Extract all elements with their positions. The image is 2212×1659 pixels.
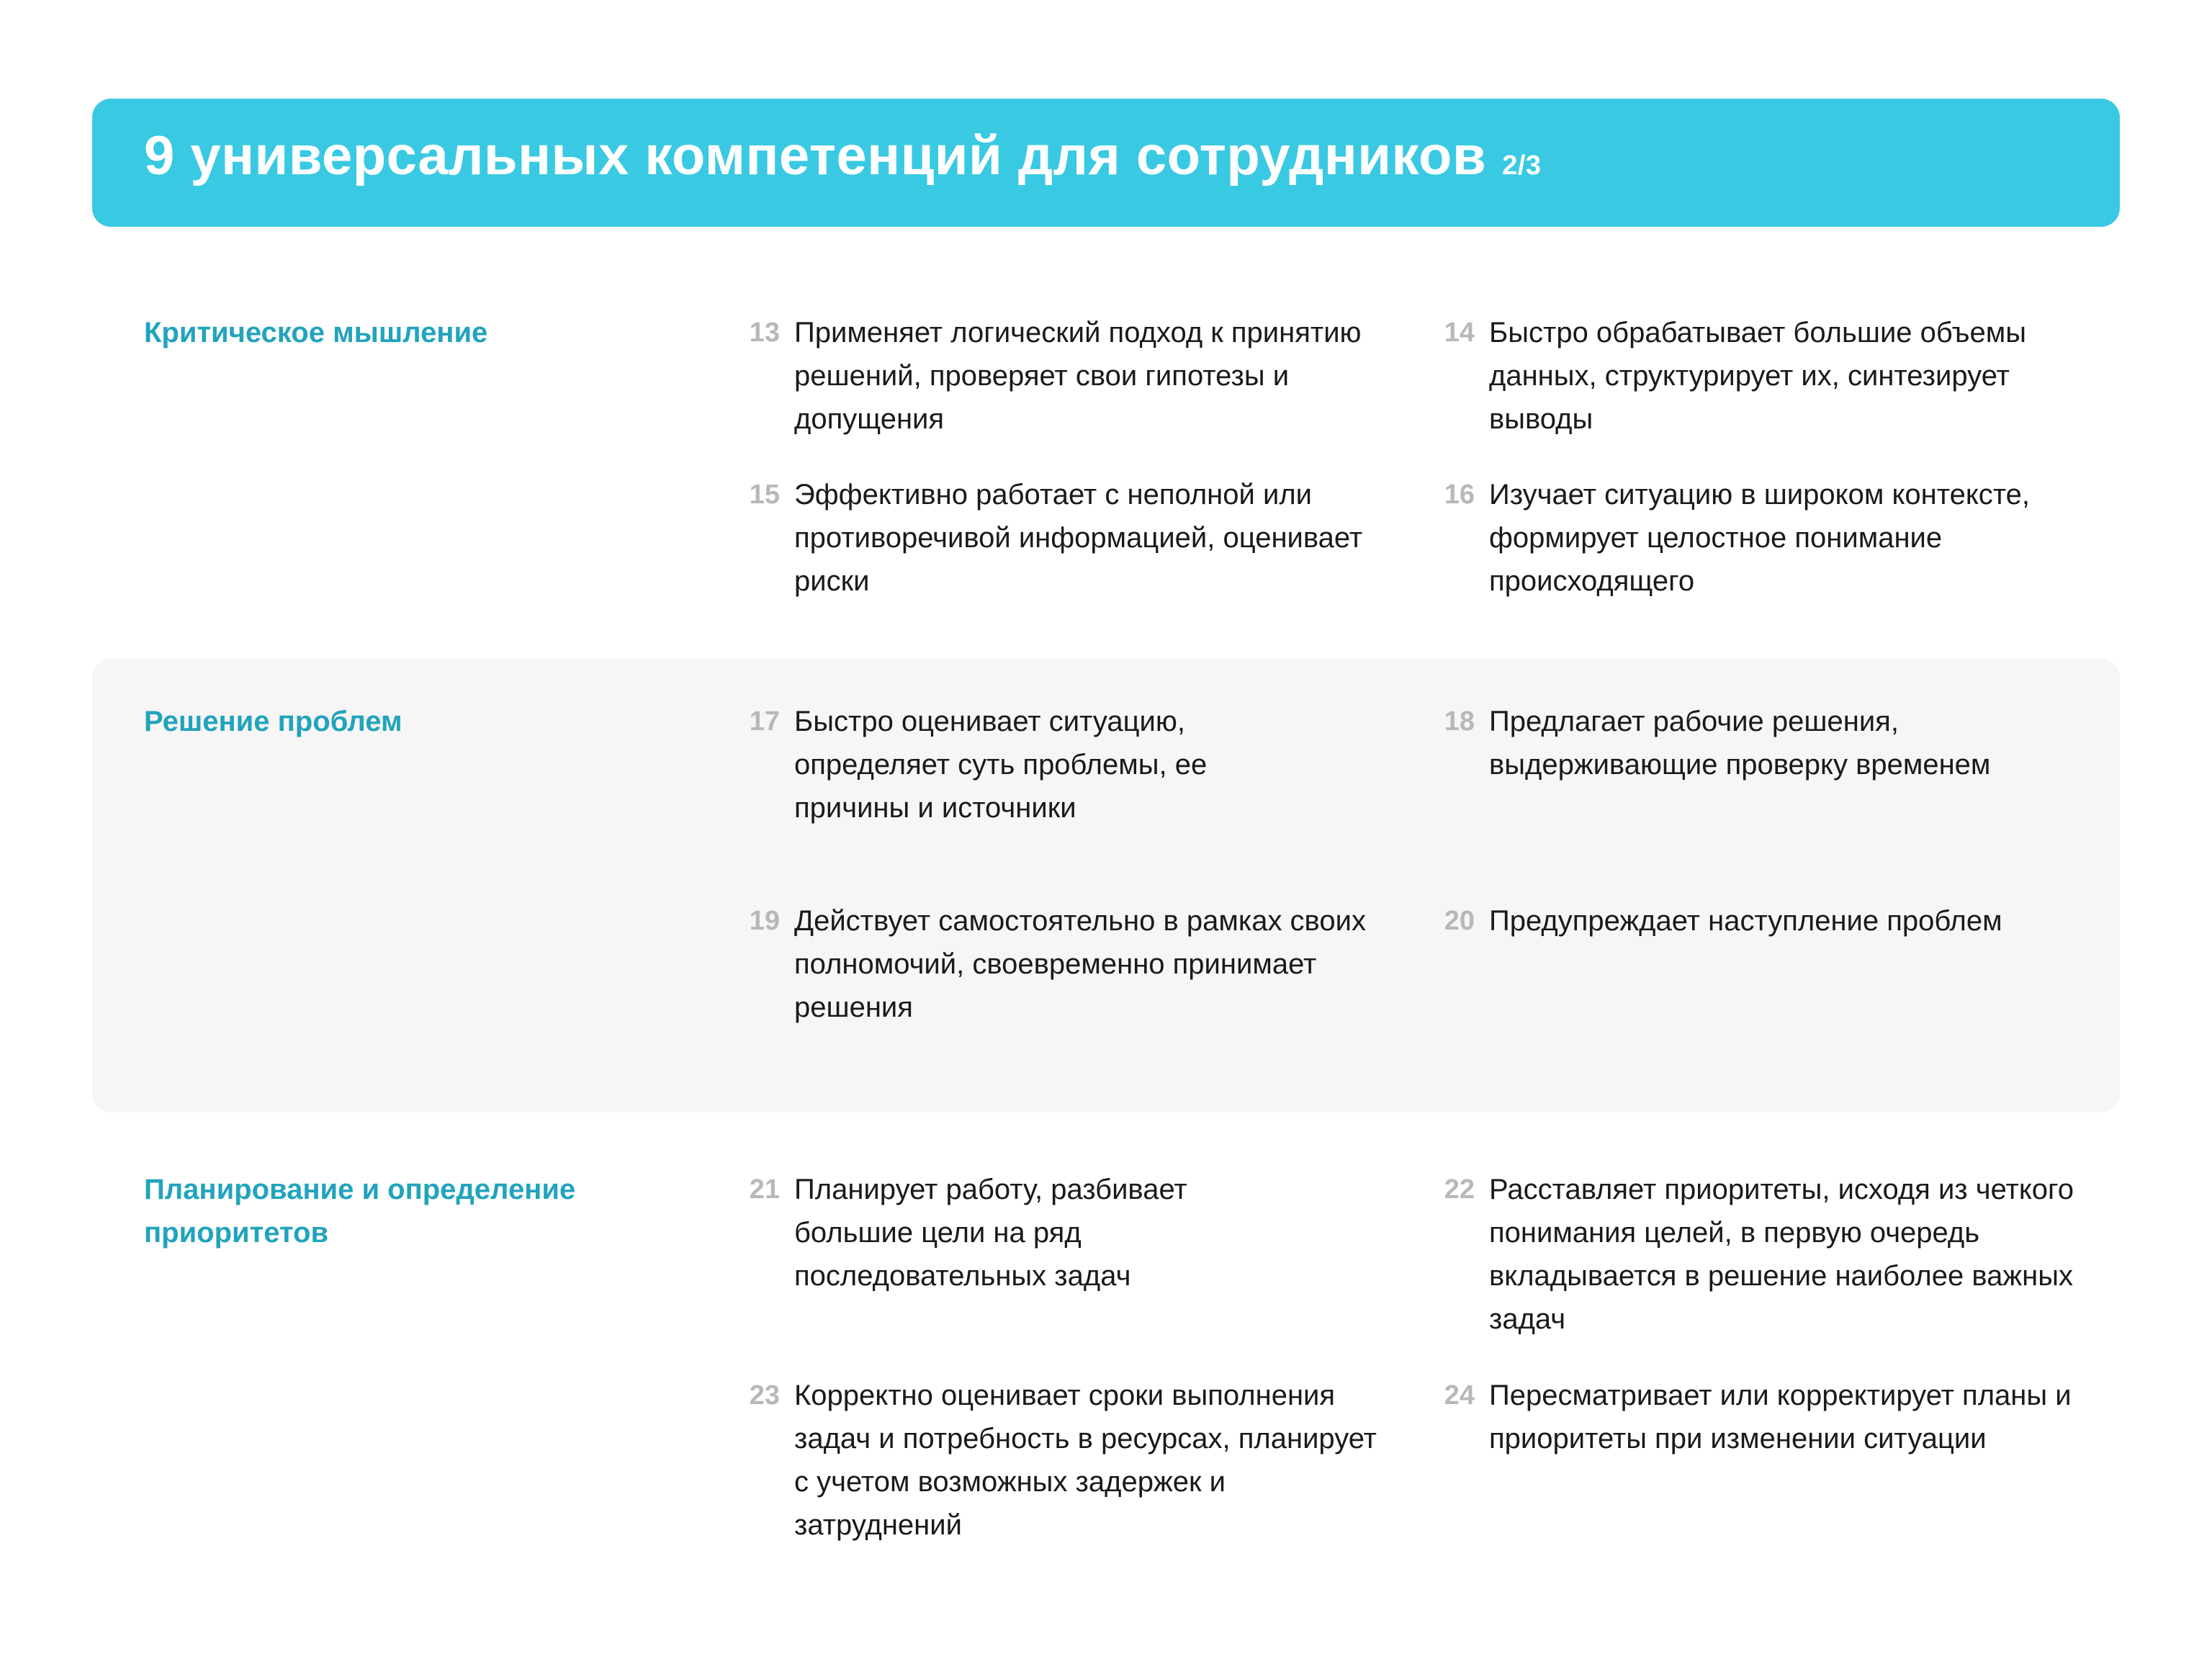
item-text: Быстро оценивает ситуацию, определяет суть проблемы, ее причины и источники bbox=[794, 706, 1208, 824]
item-number: 21 bbox=[749, 1174, 780, 1205]
item-number: 15 bbox=[749, 480, 780, 510]
item-number: 24 bbox=[1444, 1380, 1475, 1411]
item-text: Изучает ситуацию в широком контексте, формирует целостное понимание происходящего bbox=[1489, 479, 2031, 597]
item-text: Быстро обрабатывает большие объемы данных, структурирует их, синтезирует выводы bbox=[1489, 317, 2026, 435]
item-number: 16 bbox=[1444, 480, 1475, 510]
item-text: Расставляет приоритеты, исходя из четкого понимания целей, в первую очередь вкладывается в решение наиболее важных задач bbox=[1489, 1174, 2074, 1335]
item-number: 17 bbox=[749, 706, 780, 737]
item-number: 22 bbox=[1444, 1174, 1475, 1205]
item-text: Применяет логический подход к принятию решений, проверяет свои гипотезы и допущения bbox=[794, 317, 1362, 435]
page-header bbox=[92, 99, 2120, 227]
item-number: 20 bbox=[1444, 906, 1475, 936]
item-text: Пересматривает или корректирует планы и приоритеты при изменении ситуации bbox=[1489, 1380, 2072, 1455]
item-number: 14 bbox=[1444, 318, 1475, 348]
item-text: Предупреждает наступление проблем bbox=[1489, 905, 2002, 937]
item-text: Планирует работу, разбивает большие цели на ряд последовательных задач bbox=[794, 1174, 1187, 1292]
page-indicator: 2/3 bbox=[1502, 150, 1542, 181]
item-text: Корректно оценивает сроки выполнения задач и потребность в ресурсах, планирует с учетом возможных задержек и затруднений bbox=[794, 1380, 1377, 1541]
title-text: 9 универсальных компетенций для сотрудников bbox=[144, 125, 1487, 186]
item-text: Эффективно работает с неполной или противоречивой информацией, оценивает риски bbox=[794, 479, 1363, 597]
page-title bbox=[144, 125, 1542, 187]
section-label: Решение проблем bbox=[144, 706, 403, 737]
item-number: 19 bbox=[749, 906, 780, 936]
item-text: Действует самостоятельно в рамках своих полномочий, своевременно принимает решения bbox=[794, 905, 1366, 1023]
item-text: Предлагает рабочие решения, выдерживающие проверку временем bbox=[1489, 706, 1991, 781]
item-number: 23 bbox=[749, 1380, 780, 1411]
item-number: 13 bbox=[749, 318, 780, 348]
item-number: 18 bbox=[1444, 706, 1475, 737]
section-label: Критическое мышление bbox=[144, 317, 488, 349]
section-label: Планирование и определение приоритетов bbox=[144, 1174, 576, 1249]
